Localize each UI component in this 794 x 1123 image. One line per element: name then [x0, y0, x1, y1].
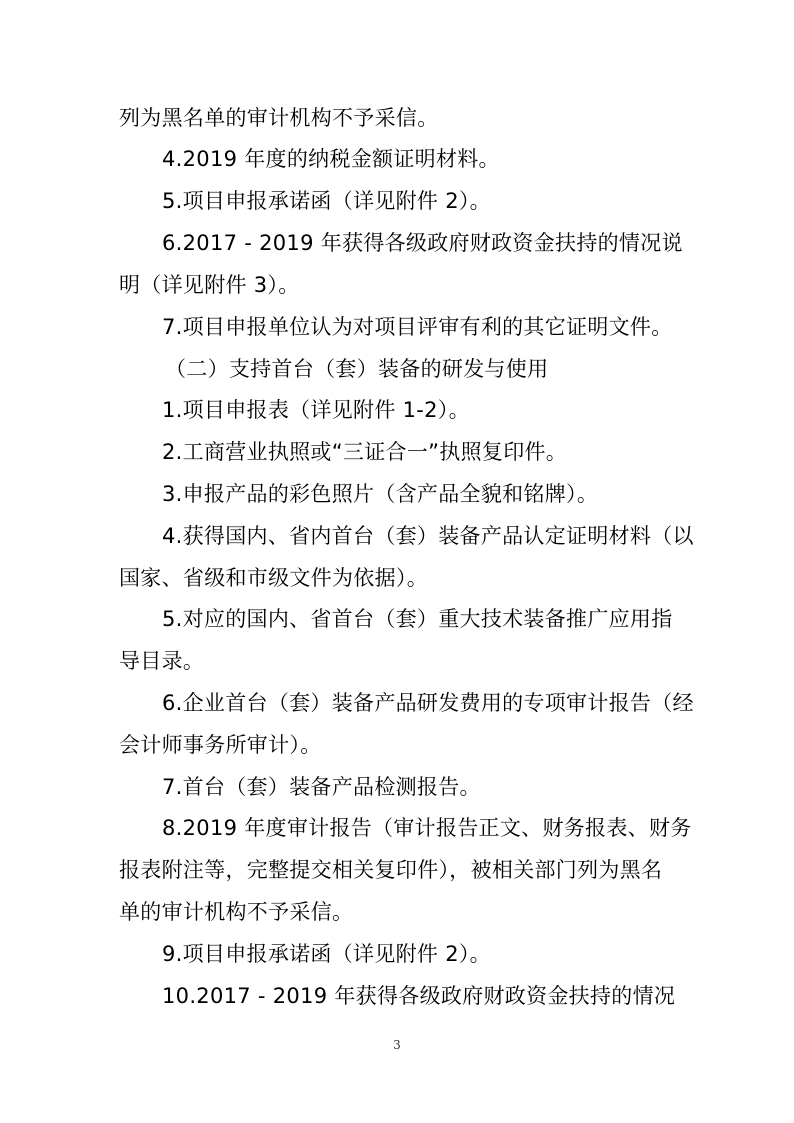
text-line: 4.2019 年度的纳税金额证明材料。: [162, 147, 500, 171]
text-line: 1.项目申报表（详见附件 1-2）。: [162, 398, 470, 422]
text-line: 9.项目申报承诺函（详见附件 2）。: [162, 942, 491, 966]
text-line: 6.企业首台（套）装备产品研发费用的专项审计报告（经: [162, 691, 694, 715]
text-line: 4.获得国内、省内首台（套）装备产品认定证明材料（以: [162, 524, 694, 548]
text-line: 3.申报产品的彩色照片（含产品全貌和铭牌）。: [162, 482, 599, 506]
text-line: 明（详见附件 3）。: [119, 273, 300, 297]
text-line: 列为黑名单的审计机构不予采信。: [119, 106, 439, 130]
text-line: 7.项目申报单位认为对项目评审有利的其它证明文件。: [162, 315, 673, 339]
text-line: 2.工商营业执照或“三证合一”执照复印件。: [162, 440, 568, 464]
text-line: 国家、省级和市级文件为依据）。: [119, 566, 428, 590]
text-line: 单的审计机构不予采信。: [119, 900, 354, 924]
page-number: 3: [393, 1038, 401, 1052]
text-line: 6.2017 - 2019 年获得各级政府财政资金扶持的情况说: [162, 231, 683, 255]
text-line: 5.对应的国内、省首台（套）重大技术装备推广应用指: [162, 607, 673, 631]
text-line: 10.2017 - 2019 年获得各级政府财政资金扶持的情况: [162, 984, 676, 1008]
text-line: 7.首台（套）装备产品检测报告。: [162, 775, 481, 799]
text-line: 报表附注等，完整提交相关复印件），被相关部门列为黑名: [119, 858, 663, 882]
text-line: 5.项目申报承诺函（详见附件 2）。: [162, 189, 491, 213]
section-heading: （二）支持首台（套）装备的研发与使用: [165, 357, 549, 381]
text-line: 导目录。: [119, 649, 205, 673]
text-line: 8.2019 年度审计报告（审计报告正文、财务报表、财务: [162, 816, 692, 840]
text-line: 会计师事务所审计）。: [119, 733, 322, 757]
